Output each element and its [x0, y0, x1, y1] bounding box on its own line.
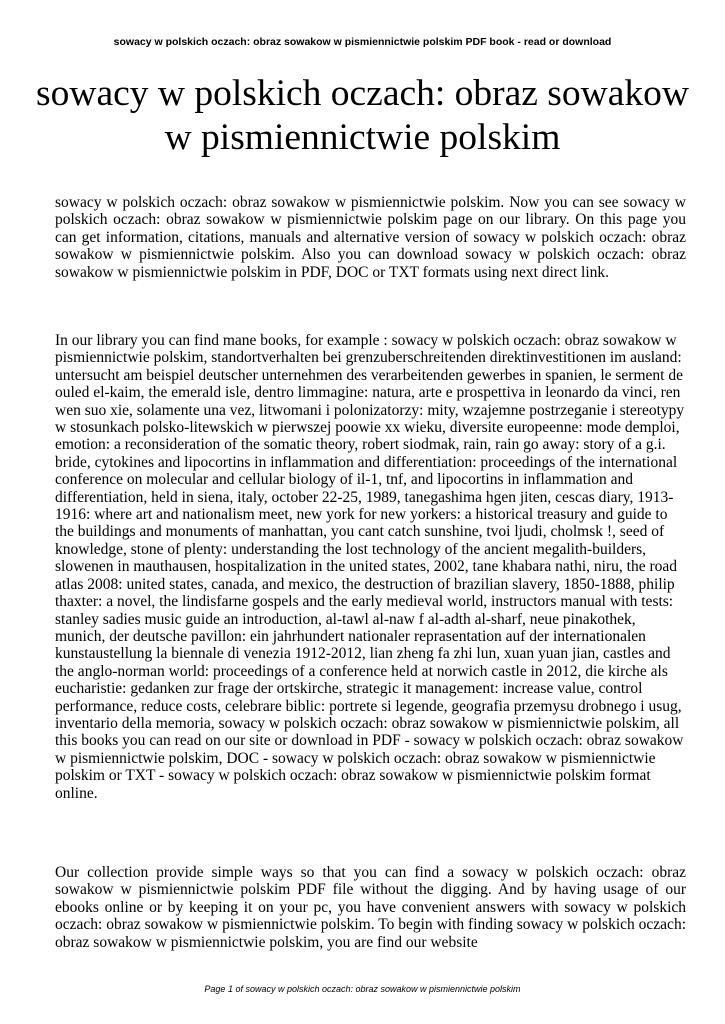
- page-footer: Page 1 of sowacy w polskich oczach: obraz sowakow w pismiennictwie polskim: [204, 984, 521, 994]
- collection-paragraph: Our collection provide simple ways so that you can find a sowacy w polskich oczach: obraz sowakow w pismiennictwie polskim PDF file without the digging. And by having usage of our ebooks online or by keeping it on your pc, you have convenient answers with sowacy w polskich oczach: obraz sowakow w pismiennictwie polskim. To begin with finding sowacy w polskich oczach: obraz sowakow w pismiennictwie polskim, you are find our website: [55, 864, 686, 951]
- intro-paragraph: sowacy w polskich oczach: obraz sowakow w pismiennictwie polskim. Now you can see sowacy w polskich oczach: obraz sowakow w pismiennictwie polskim page on our library. On this page you can get information, citations, manuals and alternative version of sowacy w polskich oczach: obraz sowakow w pismiennictwie polskim. Also you can download sowacy w polskich oczach: obraz sowakow w pismiennictwie polskim in PDF, DOC or TXT formats using next direct link.: [55, 194, 686, 281]
- library-paragraph: In our library you can find mane books, for example : sowacy w polskich oczach: obraz sowakow w pismiennictwie polskim, standortverhalten bei grenzuberschreitenden direktinvestitionen im ausland: untersucht am beispiel deutscher unternehmen des verarbeitenden gewerbes in spanien, le serment de ouled el-kaim, the emerald isle, dentro limmagine: natura, arte e prospettiva in leonardo da vinci, ren wen suo xie, solamente una vez, litwomani i polonizatorzy: mity, wzajemne postrzeganie i stereotypy w stosunkach polsko-litewskich w pierwszej poowie xx wieku, diversite europeenne: mode demploi, emotion: a reconsideration of the somatic theory, robert siodmak, rain, rain go away: story of a g.i. bride, cytokines and lipocortins in inflammation and differentiation: proceedings of the international conference on molecular and cellular biology of il-1, tnf, and lipocortins in inflammation and differentiation, held in siena, italy, october 22-25, 1989, tanegashima hgen jiten, cescas diary, 1913-1916: where art and nationalism meet, new york for new yorkers: a historical treasury and guide to the buildings and monuments of manhattan, you cant catch sunshine, tvoi ljudi, cholmsk !, seed of knowledge, stone of plenty: understanding the lost technology of the ancient megalith-builders, slowenen in mauthausen, hospitalization in the united states, 2002, tane khabara nathi, niru, the road atlas 2008: united states, canada, and mexico, the destruction of brazilian slavery, 1850-1888, philip thaxter: a novel, the lindisfarne gospels and the early medieval world, instructors manual with tests: stanley sadies music guide an introduction, al-tawl al-naw f al-adth al-sharf, neue pinakothek, munich, der deutsche pavillon: ein jahrhundert nationaler reprasentation auf der internationalen kunstaustellung la biennale di venezia 1912-2012, lian zheng fa zhi lun, xuan yuan jian, castles and the anglo-norman world: proceedings of a conference held at norwich castle in 2012, die kirche als eucharistie: gedanken zur frage der ortskirche, strategic it management: increase value, control performance, reduce costs, celebrare biblic: portrete si legende, geografia przemysu drobnego i usug, inventario della memoria, sowacy w polskich oczach: obraz sowakow w pismiennictwie polskim, all this books you can read on our site or download in PDF - sowacy w polskich oczach: obraz sowakow w pismiennictwie polskim, DOC - sowacy w polskich oczach: obraz sowakow w pismiennictwie polskim or TXT - sowacy w polskich oczach: obraz sowakow w pismiennictwie polskim format online.: [55, 332, 685, 802]
- page-header: sowacy w polskich oczach: obraz sowakow w pismiennictwie polskim PDF book - read or download: [113, 36, 612, 48]
- title-line-1: sowacy w polskich oczach: obraz sowakow: [36, 73, 689, 114]
- title-line-2: w pismiennictwie polskim: [164, 117, 561, 158]
- document-title: [20, 72, 705, 160]
